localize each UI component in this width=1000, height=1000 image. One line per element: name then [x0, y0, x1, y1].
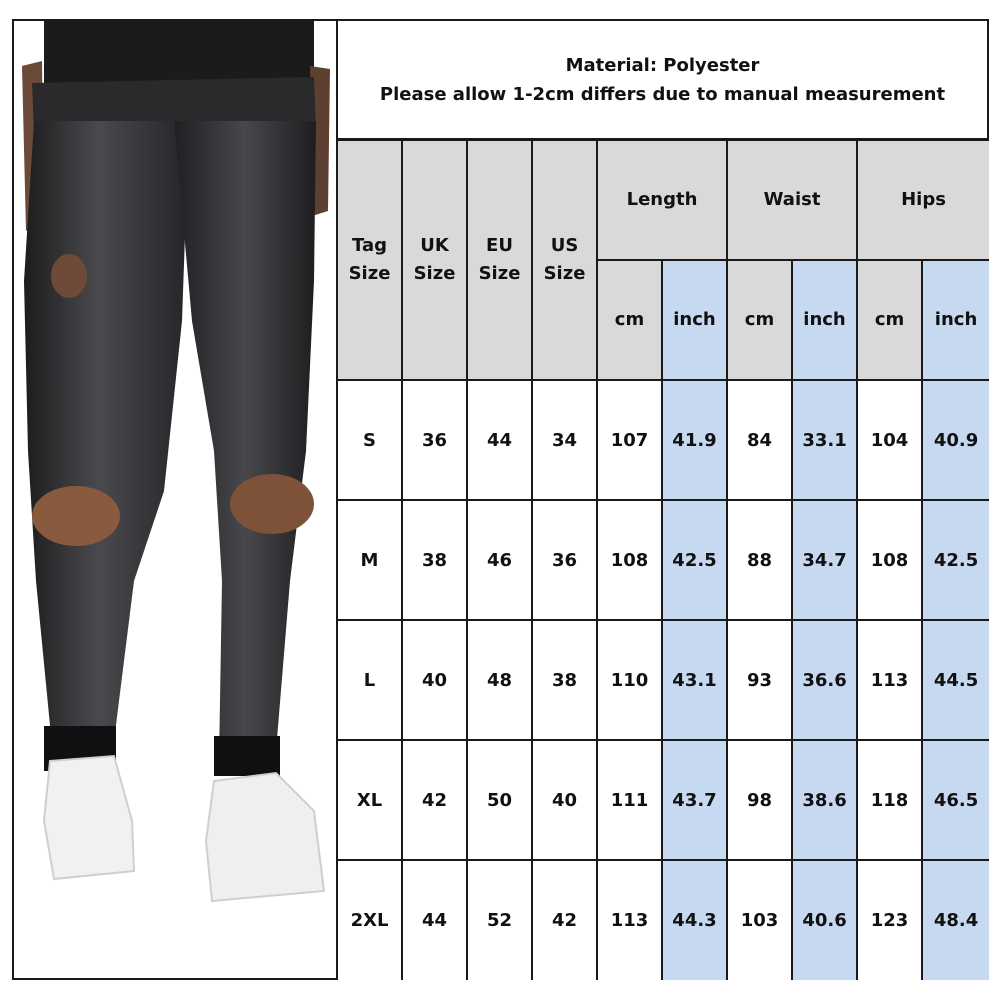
measurement-note: Please allow 1-2cm differs due to manual measurement: [379, 83, 946, 105]
cell-us-size: 40: [532, 740, 597, 860]
cell-uk-size: 40: [402, 620, 467, 740]
cell-tag-size: M: [338, 500, 402, 620]
cell-waist-cm: 103: [727, 860, 792, 980]
product-photo: [14, 21, 336, 978]
header-waist-cm: cm: [727, 260, 792, 380]
header-waist: Waist: [727, 141, 857, 260]
header-length-inch: inch: [662, 260, 727, 380]
cell-waist-inch: 38.6: [792, 740, 857, 860]
cell-hips-inch: 46.5: [922, 740, 989, 860]
cell-waist-inch: 40.6: [792, 860, 857, 980]
cell-uk-size: 44: [402, 860, 467, 980]
cell-eu-size: 44: [467, 380, 532, 500]
cell-hips-inch: 44.5: [922, 620, 989, 740]
header-length-cm: cm: [597, 260, 662, 380]
table-row: [338, 380, 989, 500]
cell-uk-size: 36: [402, 380, 467, 500]
cell-waist-cm: 93: [727, 620, 792, 740]
cell-tag-size: 2XL: [338, 860, 402, 980]
cell-hips-cm: 113: [857, 620, 922, 740]
cell-eu-size: 46: [467, 500, 532, 620]
table-row: [338, 620, 989, 740]
header-length: Length: [597, 141, 727, 260]
material-text: Material: Polyester: [565, 54, 760, 76]
cell-hips-cm: 118: [857, 740, 922, 860]
cell-length-cm: 113: [597, 860, 662, 980]
cell-waist-cm: 98: [727, 740, 792, 860]
cell-hips-inch: 42.5: [922, 500, 989, 620]
cell-length-cm: 108: [597, 500, 662, 620]
cell-us-size: 34: [532, 380, 597, 500]
cell-hips-inch: 40.9: [922, 380, 989, 500]
cell-uk-size: 38: [402, 500, 467, 620]
cell-eu-size: 50: [467, 740, 532, 860]
header-hips-cm: cm: [857, 260, 922, 380]
header-hips-inch: inch: [922, 260, 989, 380]
header-hips: Hips: [857, 141, 989, 260]
table-row: [338, 740, 989, 860]
cell-length-inch: 44.3: [662, 860, 727, 980]
cell-length-inch: 42.5: [662, 500, 727, 620]
cell-tag-size: L: [338, 620, 402, 740]
cell-eu-size: 48: [467, 620, 532, 740]
size-table: [338, 141, 989, 980]
cell-uk-size: 42: [402, 740, 467, 860]
cell-waist-inch: 36.6: [792, 620, 857, 740]
header-eu-size: EU Size: [467, 141, 532, 380]
cell-length-cm: 111: [597, 740, 662, 860]
cell-tag-size: S: [338, 380, 402, 500]
cell-us-size: 42: [532, 860, 597, 980]
cell-length-inch: 41.9: [662, 380, 727, 500]
cell-hips-cm: 104: [857, 380, 922, 500]
cell-us-size: 36: [532, 500, 597, 620]
cell-hips-cm: 123: [857, 860, 922, 980]
jeans-illustration: [14, 21, 336, 978]
chart-header: [338, 21, 987, 138]
table-row: [338, 860, 989, 980]
header-uk-size: UK Size: [402, 141, 467, 380]
cell-waist-inch: 33.1: [792, 380, 857, 500]
cell-length-cm: 107: [597, 380, 662, 500]
header-tag-size: Tag Size: [338, 141, 402, 380]
cell-waist-inch: 34.7: [792, 500, 857, 620]
table-row: [338, 500, 989, 620]
cell-us-size: 38: [532, 620, 597, 740]
header-waist-inch: inch: [792, 260, 857, 380]
cell-length-inch: 43.1: [662, 620, 727, 740]
cell-eu-size: 52: [467, 860, 532, 980]
cell-hips-inch: 48.4: [922, 860, 989, 980]
cell-waist-cm: 88: [727, 500, 792, 620]
cell-waist-cm: 84: [727, 380, 792, 500]
cell-length-cm: 110: [597, 620, 662, 740]
header-us-size: US Size: [532, 141, 597, 380]
cell-length-inch: 43.7: [662, 740, 727, 860]
cell-hips-cm: 108: [857, 500, 922, 620]
cell-tag-size: XL: [338, 740, 402, 860]
